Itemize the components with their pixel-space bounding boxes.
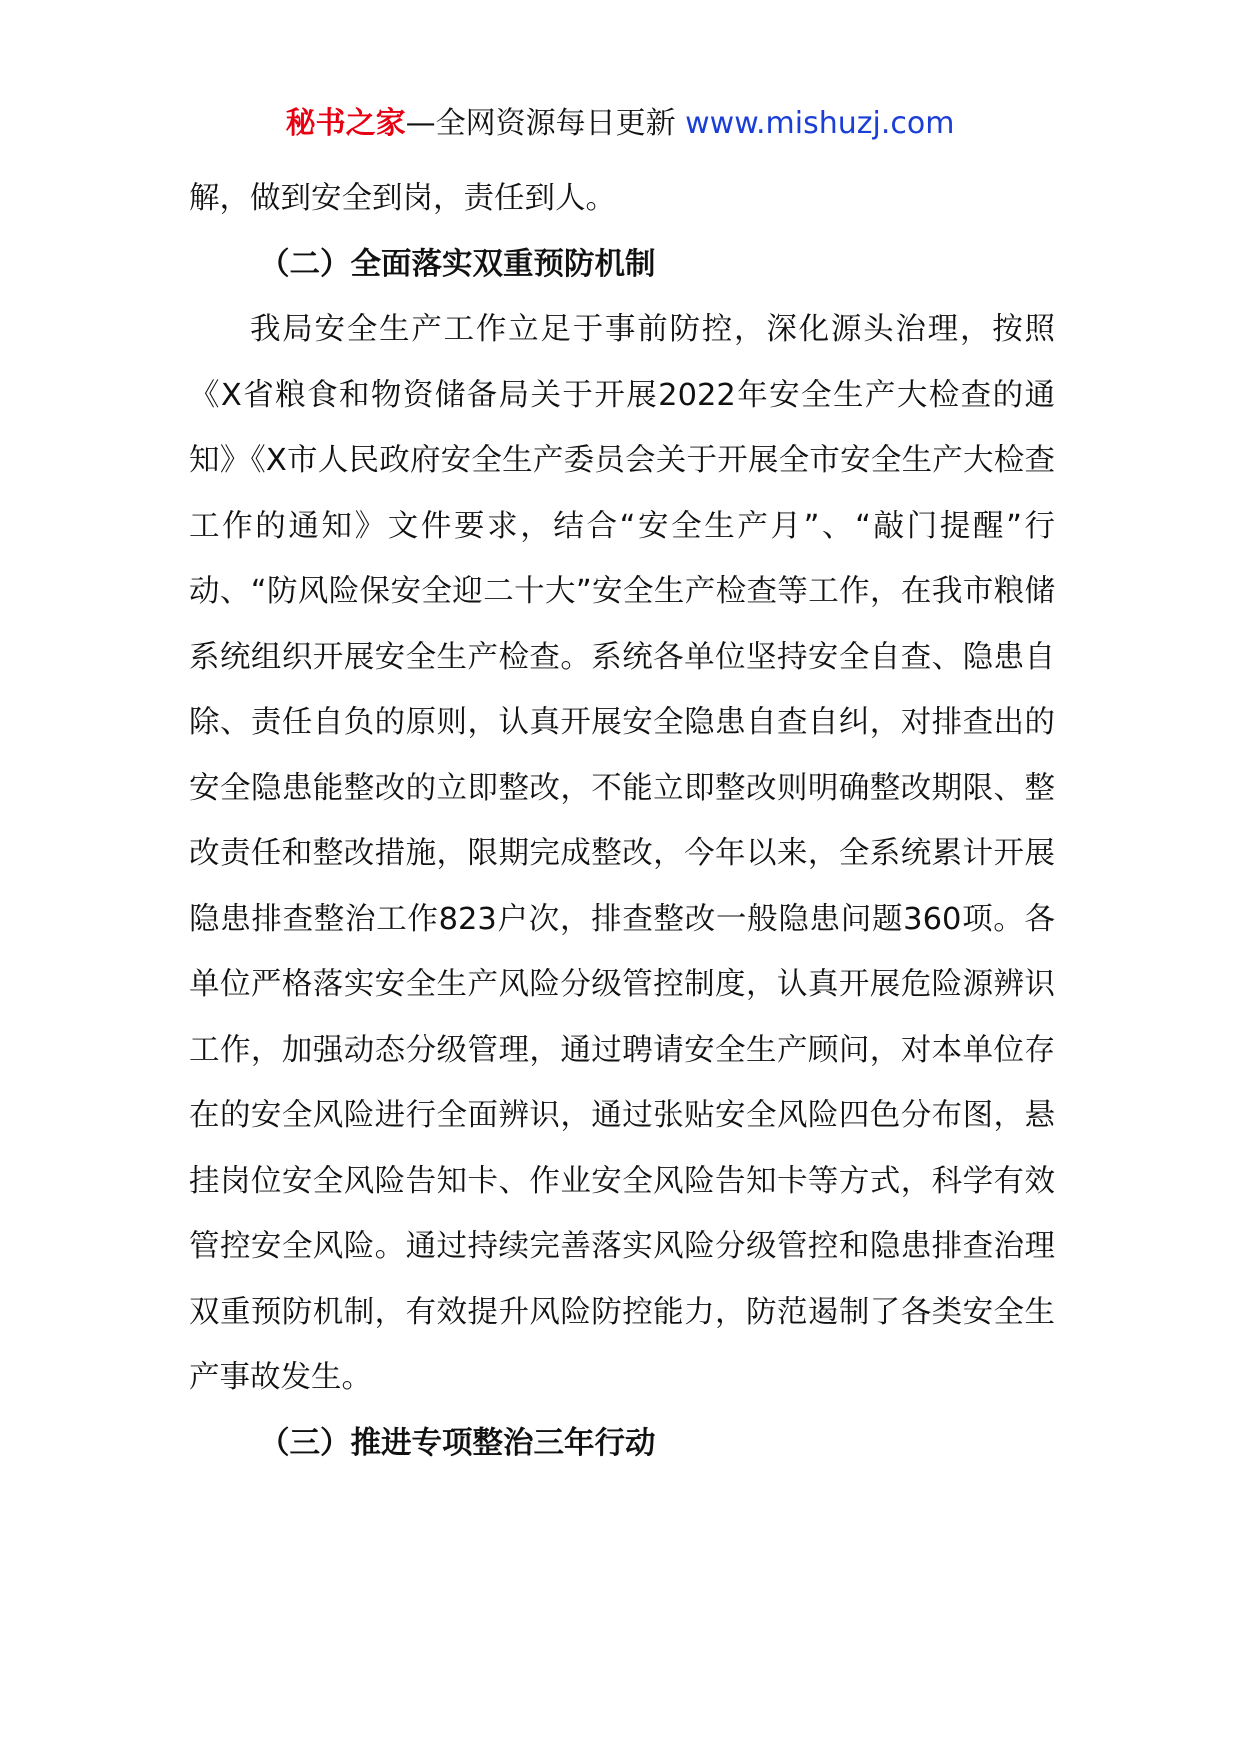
section-heading-3: （三）推进专项整治三年行动 <box>259 1425 656 1461</box>
header-brand: 秘书之家 <box>285 106 406 141</box>
section-heading-2: （二）全面落实双重预防机制 <box>259 246 656 282</box>
page-header <box>0 102 1240 146</box>
section-2-paragraph: 我局安全生产工作立足于事前防控，深化源头治理，按照《X省粮食和物资储备局关于开展2022年安全生产大检查的通知》《X市人民政府安全生产委员会关于开展全市安全生产大检查工作的通知》文件要求，结合“安全生产月”、“敲门提醒”行动、“防风险保安全迎二十大”安全生产检查等工作，在我市粮储系统组织开展安全生产检查。系统各单位坚持安全自查、隐患自除、责任自负的原则，认真开展安全隐患自查自纠，对排查出的安全隐患能整改的立即整改，不能立即整改则明确整改期限、整改责任和整改措施，限期完成整改，今年以来，全系统累计开展隐患排查整治工作823户次，排查整改一般隐患问题360项。各单位严格落实安全生产风险分级管控制度，认真开展危险源辨识工作，加强动态分级管理，通过聘请安全生产顾问，对本单位存在的安全风险进行全面辨识，通过张贴安全风险四色分布图，悬挂岗位安全风险告知卡、作业安全风险告知卡等方式，科学有效管控安全风险。通过持续完善落实风险分级管控和隐患排查治理双重预防机制，有效提升风险防控能力，防范遏制了各类安全生产事故发生。 <box>189 312 1055 1395</box>
document-body <box>189 166 1055 1476</box>
continuation-paragraph: 解，做到安全到岗，责任到人。 <box>189 181 616 216</box>
header-tagline: —全网资源每日更新 <box>405 106 686 141</box>
header-url-link[interactable]: www.mishuzj.com <box>685 106 955 141</box>
